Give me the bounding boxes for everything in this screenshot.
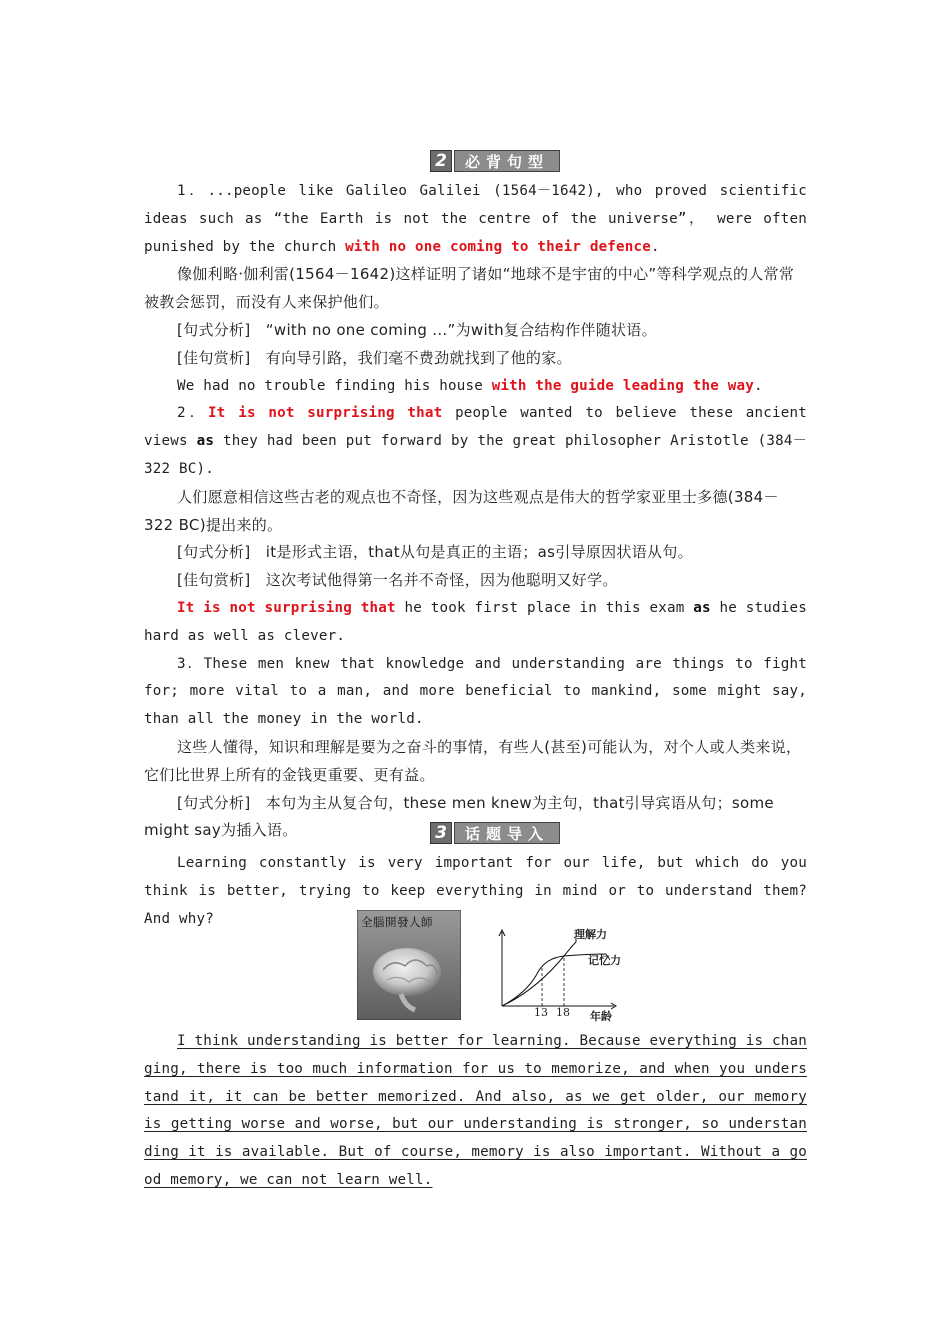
label-memory: 记忆力 [588, 954, 621, 967]
sentence-3-analysis: [句式分析] 本句为主从复合句，these men knew为主句，that引导宾语从句；some might say为插入语。 [144, 793, 774, 840]
topic-question: Learning constantly is very important for our life, but which do you think is better, trying to keep everything in mind or to understand them? And why? [144, 855, 807, 927]
photo-caption: 全腦開發人師 [361, 915, 433, 929]
tick-18: 18 [556, 1006, 570, 1019]
ability-age-graph [490, 920, 660, 1024]
section-3-question [144, 850, 807, 933]
tick-13: 13 [534, 1006, 548, 1019]
sentence-1-analysis: [句式分析] “with no one coming ...”为with复合结构作伴随状语。 [177, 320, 657, 339]
axis-label-age: 年龄 [590, 1010, 612, 1023]
section-title: 话题导入 [454, 822, 560, 844]
sentence-1-example: We had no trouble finding his house with the guide leading the way. [177, 377, 763, 394]
sentence-2-example: It is not surprising that he took first place in this exam as he studies hard as well as clever. [144, 599, 807, 644]
brain-photo [357, 910, 461, 1020]
sentence-3-english: 3．These men knew that knowledge and understanding are things to fight for; more vital to a man, and more beneficial to mankind, some might say, than all the money in the world. [144, 655, 807, 728]
section-banner-3 [430, 822, 560, 844]
highlight-phrase: with no one coming to their defence [345, 238, 652, 255]
understanding-curve [502, 942, 576, 1006]
sentence-2-english: 2．It is not surprising that people wanted to believe these ancient views as they had been put forward by the great philosopher Aristotle (384－322 BC). [144, 405, 807, 477]
sentence-2-analysis: [句式分析] it是形式主语，that从句是真正的主语；as引导原因状语从句。 [177, 543, 693, 562]
label-understanding: 理解力 [574, 928, 607, 941]
section-title: 必背句型 [454, 150, 560, 172]
sentence-3-chinese: 这些人懂得，知识和理解是要为之奋斗的事情，有些人(甚至)可能认为，对个人或人类来说，它们比世界上所有的金钱更重要、更有益。 [144, 737, 802, 784]
highlight-phrase: It is not surprising that [208, 405, 443, 422]
sentence-1-appreciation: [佳句赏析] 有向导引路，我们毫不费劲就找到了他的家。 [177, 348, 572, 367]
sentence-1-chinese: 像伽利略·伽利雷(1564－1642)这样证明了诸如“地球不是宇宙的中心”等科学观点的人常常被教会惩罚，而没有人来保护他们。 [144, 265, 795, 312]
highlight-phrase: with the guide leading the way [491, 377, 754, 394]
sentence-1-english: 1．...people like Galileo Galilei (1564－1642), who proved scientific ideas such as “the Earth is not the centre of the universe”， were often punished by the church with no one coming to their defence. [144, 183, 807, 255]
section-3-answer [144, 1028, 807, 1195]
section-number: 2 [430, 150, 452, 172]
section-2-content [144, 178, 807, 845]
sentence-2-appreciation: [佳句赏析] 这次考试他得第一名并不奇怪，因为他聪明又好学。 [177, 571, 618, 590]
sample-answer: I think understanding is better for learning. Because everything is changing, there is too much information for us to memorize, and when you understand it, it can be better memorized. And also, as we get older, our memory is getting worse and worse, but our understanding is stronger, so understanding it is available. But of course, memory is also important. Without a good memory, we can not learn well. [144, 1033, 807, 1188]
highlight-phrase: It is not surprising that [177, 599, 396, 616]
sentence-2-chinese: 人们愿意相信这些古老的观点也不奇怪，因为这些观点是伟大的哲学家亚里士多德(384－322 BC)提出来的。 [144, 487, 779, 534]
section-banner-2 [430, 150, 560, 172]
section-number: 3 [430, 822, 452, 844]
